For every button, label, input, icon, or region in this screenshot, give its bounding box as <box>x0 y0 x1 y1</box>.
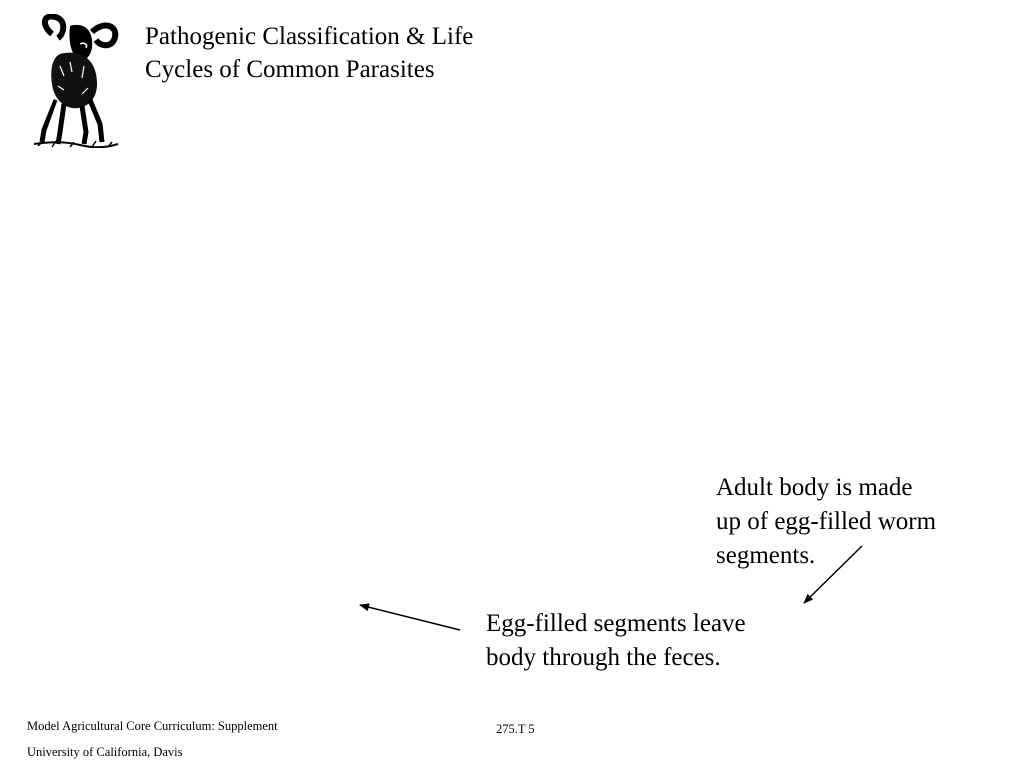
page-number: 275.T 5 <box>496 722 535 736</box>
title-line-2: Cycles of Common Parasites <box>145 56 435 83</box>
adult-body-line-1: Adult body is made <box>716 474 913 501</box>
egg-segments-line-1: Egg-filled segments leave <box>486 610 746 637</box>
title-line-1: Pathogenic Classification & Life <box>145 23 474 50</box>
egg-segments-line-2: body through the feces. <box>486 644 721 671</box>
footer-curriculum: Model Agricultural Core Curriculum: Supplement <box>27 719 278 733</box>
adult-body-line-2: up of egg-filled worm <box>716 508 937 535</box>
adult-body-line-3: segments. <box>716 542 816 569</box>
arrow-to-feces <box>360 605 460 630</box>
footer-credits <box>27 713 278 765</box>
footer-institution: University of California, Davis <box>27 745 183 759</box>
arrow-to-worm-segments <box>804 546 862 603</box>
